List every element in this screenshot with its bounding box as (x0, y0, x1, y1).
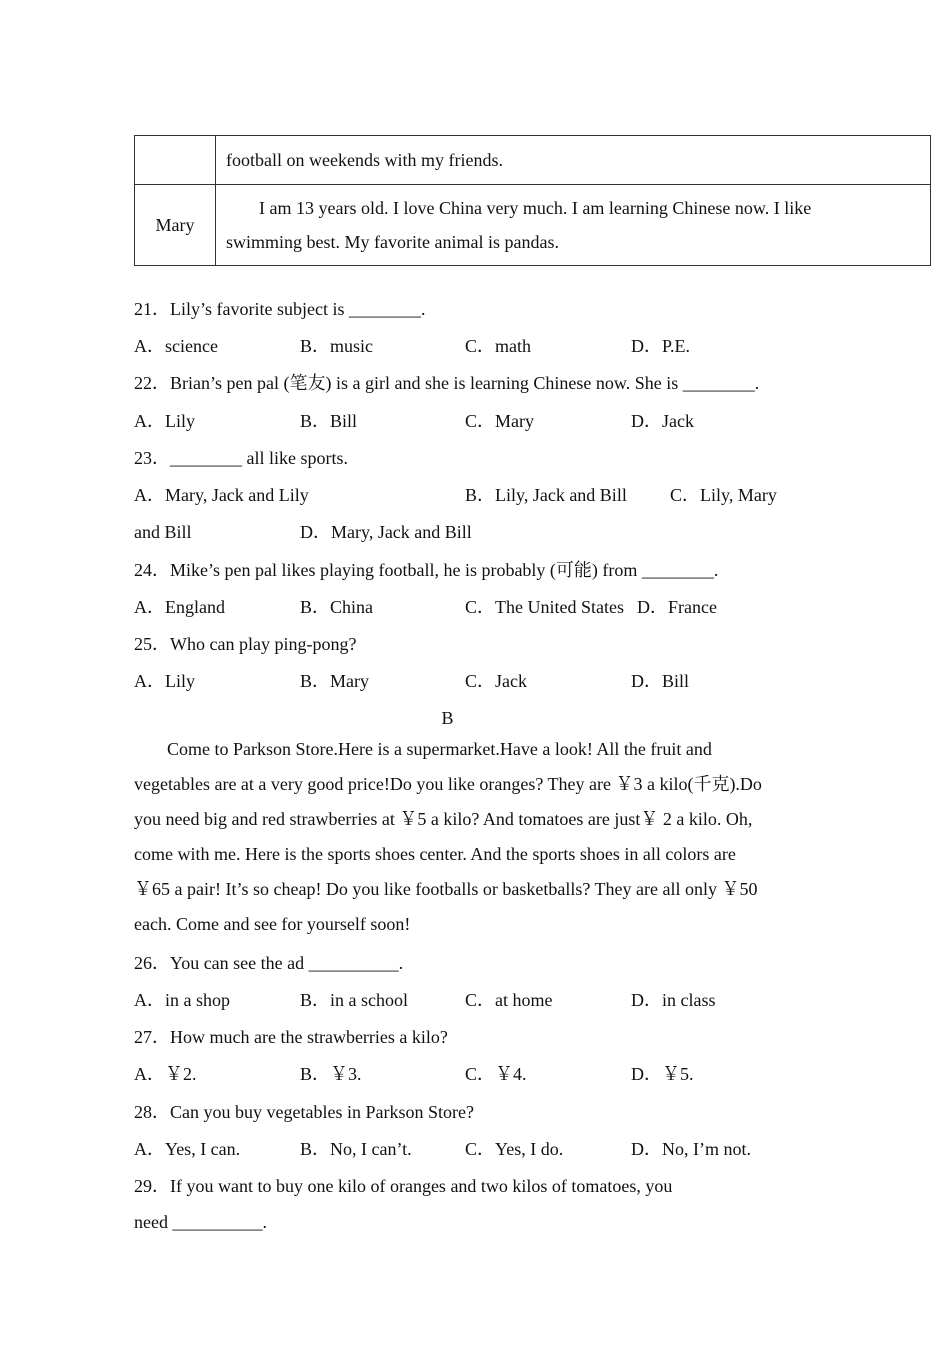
q23-option-c[interactable]: C．Lily, Mary (670, 485, 777, 505)
section-b-heading: B (441, 708, 454, 728)
q22-option-a[interactable]: A．Lily (134, 411, 195, 431)
passage-line: ￥65 a pair! It’s so cheap! Do you like footballs or basketballs? They are all only ￥50 (134, 879, 758, 899)
table-text-cell-mary (216, 185, 931, 266)
q21-option-d[interactable]: D．P.E. (631, 336, 691, 356)
q27-option-d[interactable]: D．￥5. (631, 1064, 694, 1084)
q28-option-a[interactable]: A．Yes, I can. (134, 1139, 241, 1159)
question-23: 23．________ all like sports. (134, 448, 348, 468)
q27-option-c[interactable]: C．￥4. (465, 1064, 527, 1084)
q21-option-b[interactable]: B．music (300, 336, 374, 356)
q28-option-c[interactable]: C．Yes, I do. (465, 1139, 564, 1159)
q24-option-d[interactable]: D．France (637, 597, 717, 617)
q27-option-a[interactable]: A．￥2. (134, 1064, 197, 1084)
question-29-continued: need __________. (134, 1212, 267, 1232)
q21-option-a[interactable]: A．science (134, 336, 218, 356)
q26-option-d[interactable]: D．in class (631, 990, 716, 1010)
q22-option-d[interactable]: D．Jack (631, 411, 694, 431)
q24-option-a[interactable]: A．England (134, 597, 225, 617)
table-text-cell: football on weekends with my friends. (216, 136, 931, 185)
question-29: 29．If you want to buy one kilo of oranges and two kilos of tomatoes, you (134, 1176, 673, 1196)
q26-option-c[interactable]: C．at home (465, 990, 553, 1010)
q28-option-d[interactable]: D．No, I’m not. (631, 1139, 751, 1159)
q22-option-b[interactable]: B．Bill (300, 411, 358, 431)
q26-option-a[interactable]: A．in a shop (134, 990, 230, 1010)
pen-pal-table (134, 135, 931, 266)
q21-option-c[interactable]: C．math (465, 336, 531, 356)
q25-option-b[interactable]: B．Mary (300, 671, 369, 691)
passage-line: Come to Parkson Store.Here is a supermarket.Have a look! All the fruit and (167, 739, 712, 759)
mary-text-line1: I am 13 years old. I love China very much. I am learning Chinese now. I like (259, 198, 812, 218)
question-25: 25．Who can play ping-pong? (134, 634, 357, 654)
passage-line: come with me. Here is the sports shoes center. And the sports shoes in all colors are (134, 844, 736, 864)
q25-option-a[interactable]: A．Lily (134, 671, 195, 691)
q25-option-c[interactable]: C．Jack (465, 671, 527, 691)
q23-option-a[interactable]: A．Mary, Jack and Lily (134, 485, 309, 505)
passage-line: each. Come and see for yourself soon! (134, 914, 411, 934)
question-27: 27．How much are the strawberries a kilo? (134, 1027, 448, 1047)
passage-line: you need big and red strawberries at ￥5 a kilo? And tomatoes are just￥ 2 a kilo. Oh, (134, 809, 753, 829)
question-28: 28．Can you buy vegetables in Parkson Store? (134, 1102, 474, 1122)
q23-option-d[interactable]: D．Mary, Jack and Bill (300, 522, 472, 542)
passage-line: vegetables are at a very good price!Do you like oranges? They are ￥3 a kilo(千克).Do (134, 774, 762, 794)
mary-text-line2: swimming best. My favorite animal is pandas. (226, 232, 559, 252)
q27-option-b[interactable]: B．￥3. (300, 1064, 362, 1084)
q24-option-b[interactable]: B．China (300, 597, 374, 617)
q22-option-c[interactable]: C．Mary (465, 411, 534, 431)
q26-option-b[interactable]: B．in a school (300, 990, 408, 1010)
question-22: 22．Brian’s pen pal (笔友) is a girl and she is learning Chinese now. She is ________. (134, 373, 760, 393)
table-name-cell (135, 136, 216, 185)
table-name-cell-mary: Mary (135, 185, 216, 266)
reading-passage (134, 732, 824, 942)
question-24: 24．Mike’s pen pal likes playing football, he is probably (可能) from ________. (134, 560, 719, 580)
q25-option-d[interactable]: D．Bill (631, 671, 690, 691)
q23-option-b[interactable]: B．Lily, Jack and Bill (465, 485, 627, 505)
q24-option-c[interactable]: C．The United States (465, 597, 624, 617)
question-26: 26．You can see the ad __________. (134, 953, 404, 973)
question-21: 21．Lily’s favorite subject is ________. (134, 299, 426, 319)
q23-option-c-continued[interactable]: and Bill (134, 522, 192, 542)
q28-option-b[interactable]: B．No, I can’t. (300, 1139, 412, 1159)
